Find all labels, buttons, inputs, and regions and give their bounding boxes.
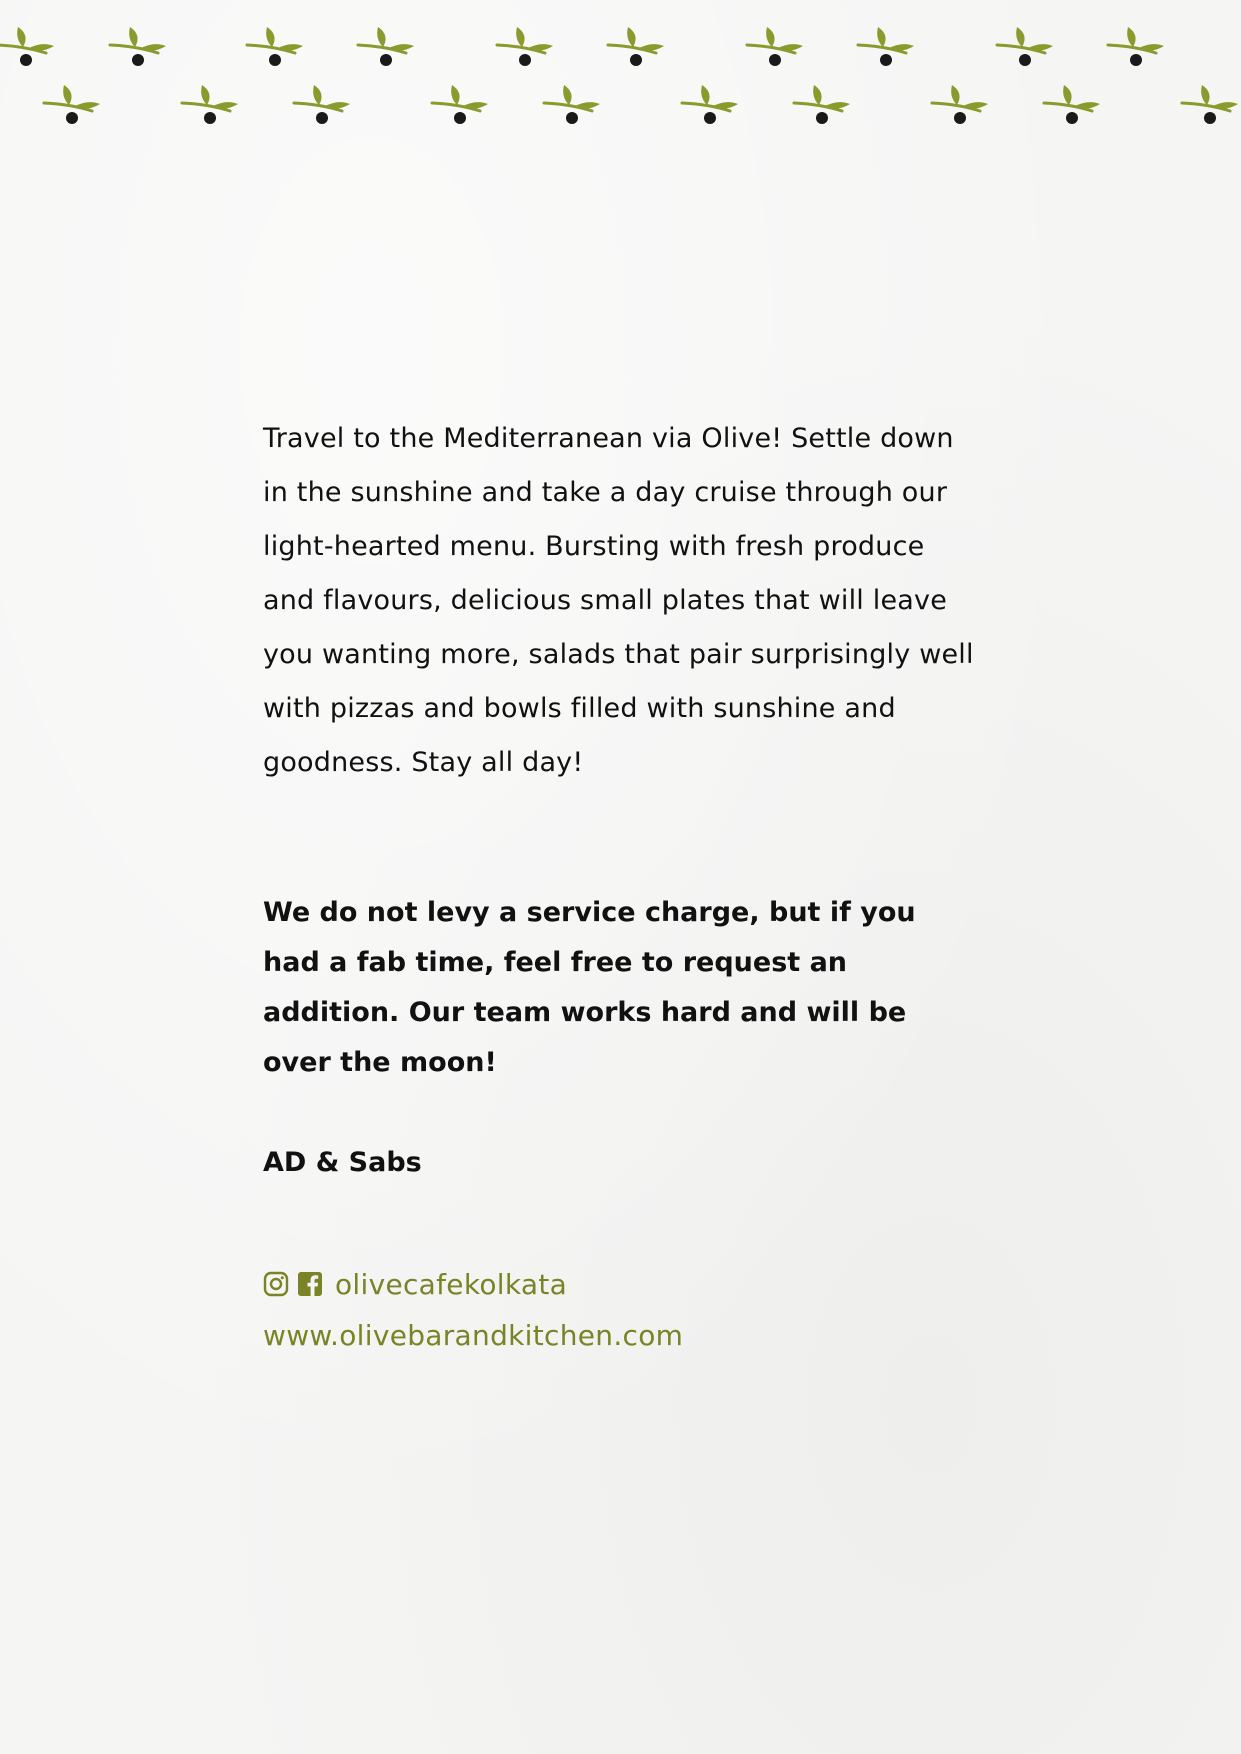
olive-sprig-icon: [182, 85, 238, 124]
olive-sprig-icon: [358, 27, 414, 66]
intro-paragraph: Travel to the Mediterranean via Olive! Settle down in the sunshine and take a day cruise through our light-hearted menu. Bursting with fresh produce and flavours, delicious small plates that will leave you wanting more, salads that pair surprisingly well with pizzas and bowls filled with sunshine and goodness. Stay all day!: [263, 423, 974, 778]
olive-sprig-icon: [44, 85, 100, 124]
olive-sprig-icon: [997, 27, 1053, 66]
olive-sprig-icon: [1108, 27, 1164, 66]
olive-sprig-icon: [432, 85, 488, 124]
facebook-icon[interactable]: [297, 1271, 323, 1297]
olive-sprig-icon: [247, 27, 303, 66]
olive-sprig-border: [0, 0, 1241, 140]
signature: AD & Sabs: [263, 1147, 422, 1178]
olive-sprig-icon: [110, 27, 166, 66]
service-charge-note: We do not levy a service charge, but if you had a fab time, feel free to request an addition. Our team works hard and will be over the moon!: [263, 897, 916, 1078]
olive-sprig-icon: [794, 85, 850, 124]
olive-sprig-icon: [294, 85, 350, 124]
olive-sprig-icon: [1044, 85, 1100, 124]
olive-sprig-icon: [747, 27, 803, 66]
olive-sprig-icon: [932, 85, 988, 124]
olive-sprig-icon: [544, 85, 600, 124]
instagram-icon[interactable]: [263, 1271, 289, 1297]
olive-sprig-icon: [682, 85, 738, 124]
olive-sprig-icon: [0, 27, 54, 66]
social-row: [263, 1258, 983, 1310]
olive-sprig-icon: [608, 27, 664, 66]
olive-sprig-icon: [497, 27, 553, 66]
olive-sprig-icon: [1182, 85, 1238, 124]
social-handle[interactable]: olivecafekolkata: [335, 1267, 568, 1301]
website-link[interactable]: www.olivebarandkitchen.com: [263, 1319, 684, 1352]
olive-sprig-icon: [858, 27, 914, 66]
menu-intro-page: [263, 412, 983, 1362]
